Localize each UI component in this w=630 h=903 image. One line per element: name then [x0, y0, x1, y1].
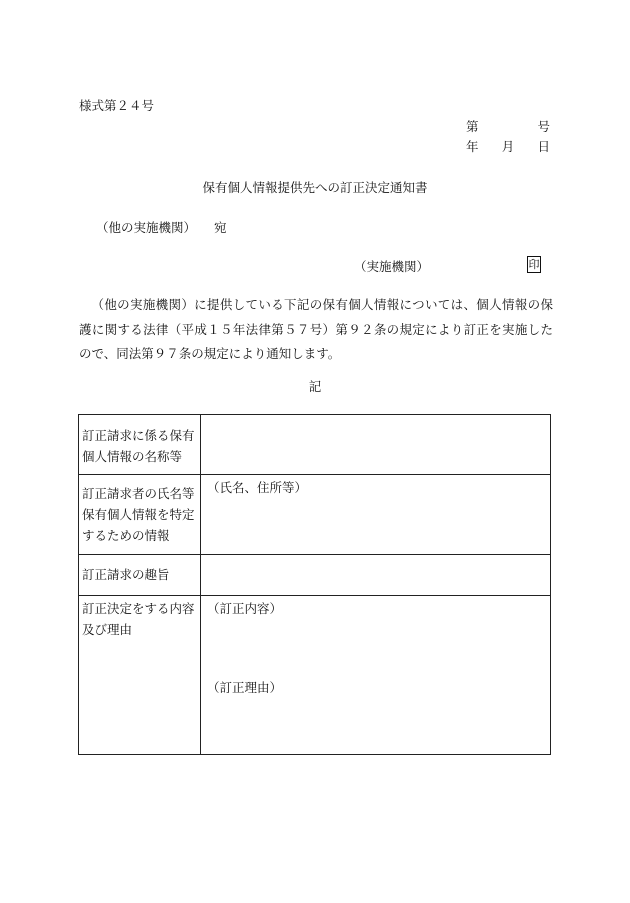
seal-box: 印: [528, 258, 540, 271]
row-value: [201, 555, 551, 596]
number-suffix: 号: [537, 119, 550, 134]
table-row: [79, 475, 551, 555]
date-line: [466, 137, 550, 155]
correction-content-label: （訂正内容）: [207, 601, 283, 616]
document-title: 保有個人情報提供先への訂正決定通知書: [202, 180, 428, 195]
issuer-name: （実施機関）: [354, 259, 430, 274]
document-number-line: [466, 117, 550, 135]
row-label: 訂正請求者の氏名等保有個人情報を特定するための情報: [79, 475, 201, 555]
addressee: [96, 218, 227, 236]
row-label: 訂正決定をする内容及び理由: [79, 596, 201, 755]
date-year: 年: [466, 139, 479, 154]
table-row: [79, 596, 551, 755]
date-day: 日: [537, 139, 550, 154]
row-value: [201, 596, 551, 755]
number-prefix: 第: [466, 119, 479, 134]
correction-reason-label: （訂正理由）: [207, 680, 283, 695]
body-paragraph: （他の実施機関）に提供している下記の保有個人情報については、個人情報の保護に関する法律（平成１５年法律第５７号）第９２条の規定により訂正を実施したので、同法第９７条の規定により通知します。: [79, 297, 553, 361]
row-label: 訂正請求に係る保有個人情報の名称等: [79, 415, 201, 475]
table-row: [79, 555, 551, 596]
row-value: [201, 415, 551, 475]
row-value: （氏名、住所等）: [201, 475, 551, 555]
table-row: [79, 415, 551, 475]
row-label: 訂正請求の趣旨: [79, 555, 201, 596]
record-table: [78, 414, 551, 755]
date-month: 月: [501, 139, 515, 154]
form-number: 様式第２４号: [79, 98, 155, 113]
addressee-name: （他の実施機関）: [96, 220, 197, 235]
ki-heading: 記: [308, 379, 322, 394]
addressee-suffix: 宛: [214, 220, 227, 235]
